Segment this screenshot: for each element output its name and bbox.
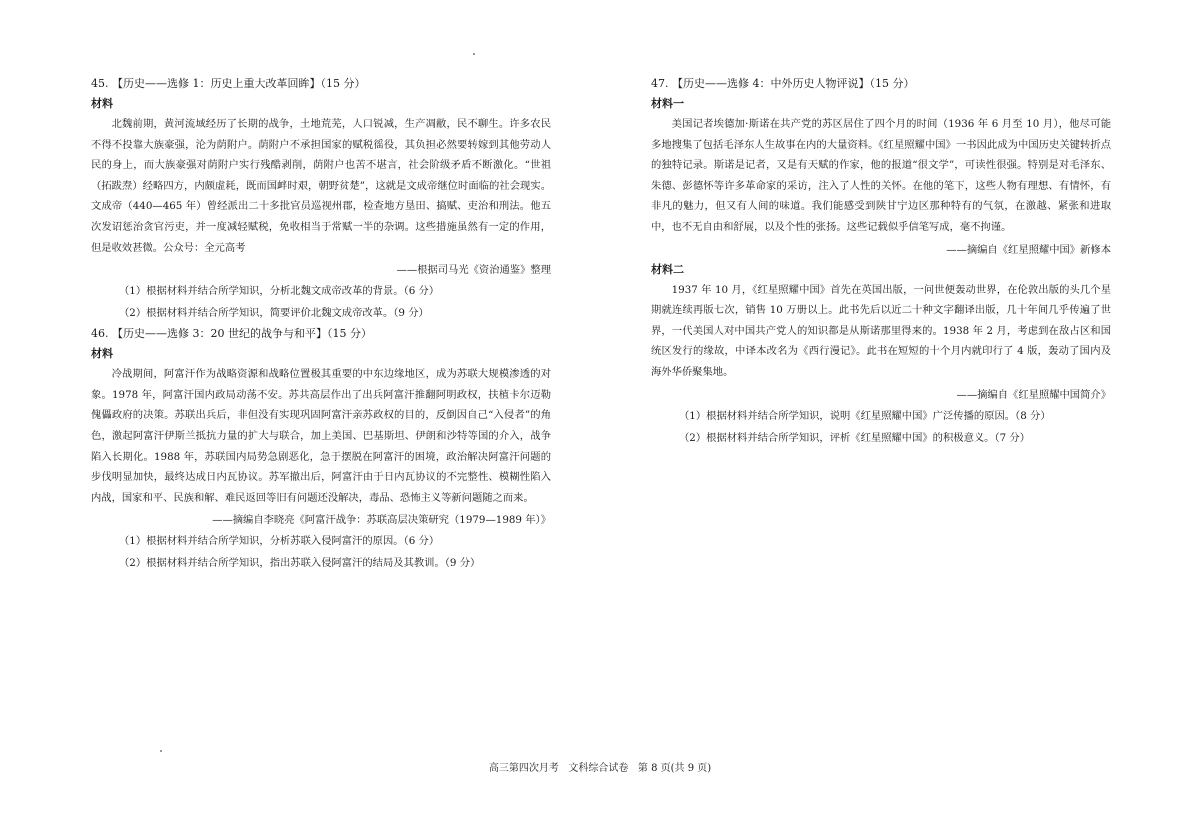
question-45-title: 45. 【历史——选修 1：历史上重大改革回眸】（15 分） xyxy=(91,77,366,90)
question-47-material-1-text: 美国记者埃德加·斯诺在共产党的苏区居住了四个月的时间（1936 年 6 月至 10 月），他尽可能多地搜集了包括毛泽东人生故事在内的大量资料。《红星照耀中国》一书因此成为中国历史关键转折点的独特记录。斯诺是记者，又是有天赋的作家，他的报道“很文学”，可读性很强。特别是对毛泽东、朱德、彭德怀等许多革命家的采访，注入了人性的关怀。在他的笔下，这些人物有理想、有情怀，有非凡的魅力，但又有人间的味道。我们能感受到陕甘宁边区那种特有的气氛，在激越、紧张和进取中，也不无自由和舒展，以及个性的张扬。这些记载似乎信笔写成，毫不拘谨。 xyxy=(651,118,1111,233)
question-45-sub-2: （2）根据材料并结合所学知识，简要评价北魏文成帝改革。（9 分） xyxy=(119,307,429,320)
question-46-material-label: 材料 xyxy=(91,347,113,361)
question-46-title: 46. 【历史——选修 3：20 世纪的战争与和平】（15 分） xyxy=(91,327,372,341)
question-47-sub-1: （1）根据材料并结合所学知识，说明《红星照耀中国》广泛传播的原因。（8 分） xyxy=(679,409,1051,422)
scan-dot xyxy=(160,750,162,752)
right-column xyxy=(651,74,1111,449)
question-47-title: 47. 【历史——选修 4：中外历史人物评说】（15 分） xyxy=(651,77,915,90)
question-47-material-1-label: 材料一 xyxy=(651,97,684,110)
question-45-material-text: 北魏前期，黄河流域经历了长期的战争，土地荒芜，人口锐减，生产凋敝，民不聊生。许多农民不得不投靠大族豪强，沦为荫附户。荫附户不承担国家的赋税徭役，其负担必然要转嫁到其他劳动人民的身上，而大族豪强对荫附户实行残酷剥削，荫附户也苦不堪言，社会阶级矛盾不断激化。“世祖（拓跋焘）经略四方，内颇虚耗，既而国衅时艰，朝野贫楚”，这就是文成帝继位时面临的社会现实。文成帝（440—465 年）曾经派出二十多批官员巡视州郡，检查地方垦田、搞赋、吏治和刑法。他五次发诏惩治贪官污吏，并一度减轻赋税，免收相当于常赋一半的杂调。这些措施虽然有一定的作用，但是收效甚微。公众号：全元高考 xyxy=(91,118,551,254)
question-47-source-1: ——摘编自《红星照耀中国》新修本 xyxy=(946,243,1111,256)
question-47-material-2-text: 1937 年 10 月，《红星照耀中国》首先在英国出版，一问世便轰动世界，在伦敦出版的头几个星期就连续再版七次，销售 10 万册以上。此书先后以近二十种文字翻译出版，几十年间几乎传遍了世界，一代美国人对中国共产党人的知识都是从斯诺那里得来的。1938 年 2 月，考虑到在敌占区和国统区发行的缘故，中译本改名为《西行漫记》。此书在短短的十个月内就印行了 4 版，轰动了国内及海外华侨聚集地。 xyxy=(651,283,1111,378)
question-46-sub-1: （1）根据材料并结合所学知识，分析苏联入侵阿富汗的原因。（6 分） xyxy=(119,535,440,548)
question-46-source: ——摘编自李晓亮《阿富汗战争：苏联高层决策研究（1979—1989 年）》 xyxy=(212,514,551,527)
scan-dot xyxy=(473,53,475,55)
left-column xyxy=(91,74,551,574)
question-45-sub-1: （1）根据材料并结合所学知识，分析北魏文成帝改革的背景。（6 分） xyxy=(119,285,440,298)
question-47-source-2: ——摘编自《红星照耀中国简介》 xyxy=(956,388,1111,401)
question-46-sub-2: （2）根据材料并结合所学知识，指出苏联入侵阿富汗的结局及其教训。（9 分） xyxy=(119,557,481,570)
question-45-source: ——根据司马光《资治通鉴》整理 xyxy=(396,264,551,277)
question-47-sub-2: （2）根据材料并结合所学知识，评析《红星照耀中国》的积极意义。（7 分） xyxy=(679,431,1031,444)
question-47-material-2-label: 材料二 xyxy=(651,262,684,276)
question-46-material-text: 冷战期间，阿富汗作为战略资源和战略位置极其重要的中东边缘地区，成为苏联大规模渗透的对象。1978 年，阿富汗国内政局动荡不安。苏共高层作出了出兵阿富汗推翻阿明政权，扶植卡尔迈勒傀儡政府的决策。苏联出兵后，非但没有实现巩固阿富汗亲苏政权的目的，反倒因自己“入侵者”的角色，激起阿富汗伊斯兰抵抗力量的扩大与联合，加上美国、巴基斯坦、伊朗和沙特等国的介入，战争陷入长期化。1988 年，苏联国内局势急剧恶化，急于摆脱在阿富汗的困境，政治解决阿富汗问题的步伐明显加快，最终达成日内瓦协议。苏军撤出后，阿富汗由于日内瓦协议的不完整性、模糊性陷入内战，国家和平、民族和解、难民返回等旧有问题还没解决，毒品、恐怖主义等新问题随之而来。 xyxy=(91,368,551,504)
question-45-material-label: 材料 xyxy=(91,97,113,110)
page-footer: 高三第四次月考 文科综合试卷 第 8 页(共 9 页) xyxy=(488,763,712,774)
